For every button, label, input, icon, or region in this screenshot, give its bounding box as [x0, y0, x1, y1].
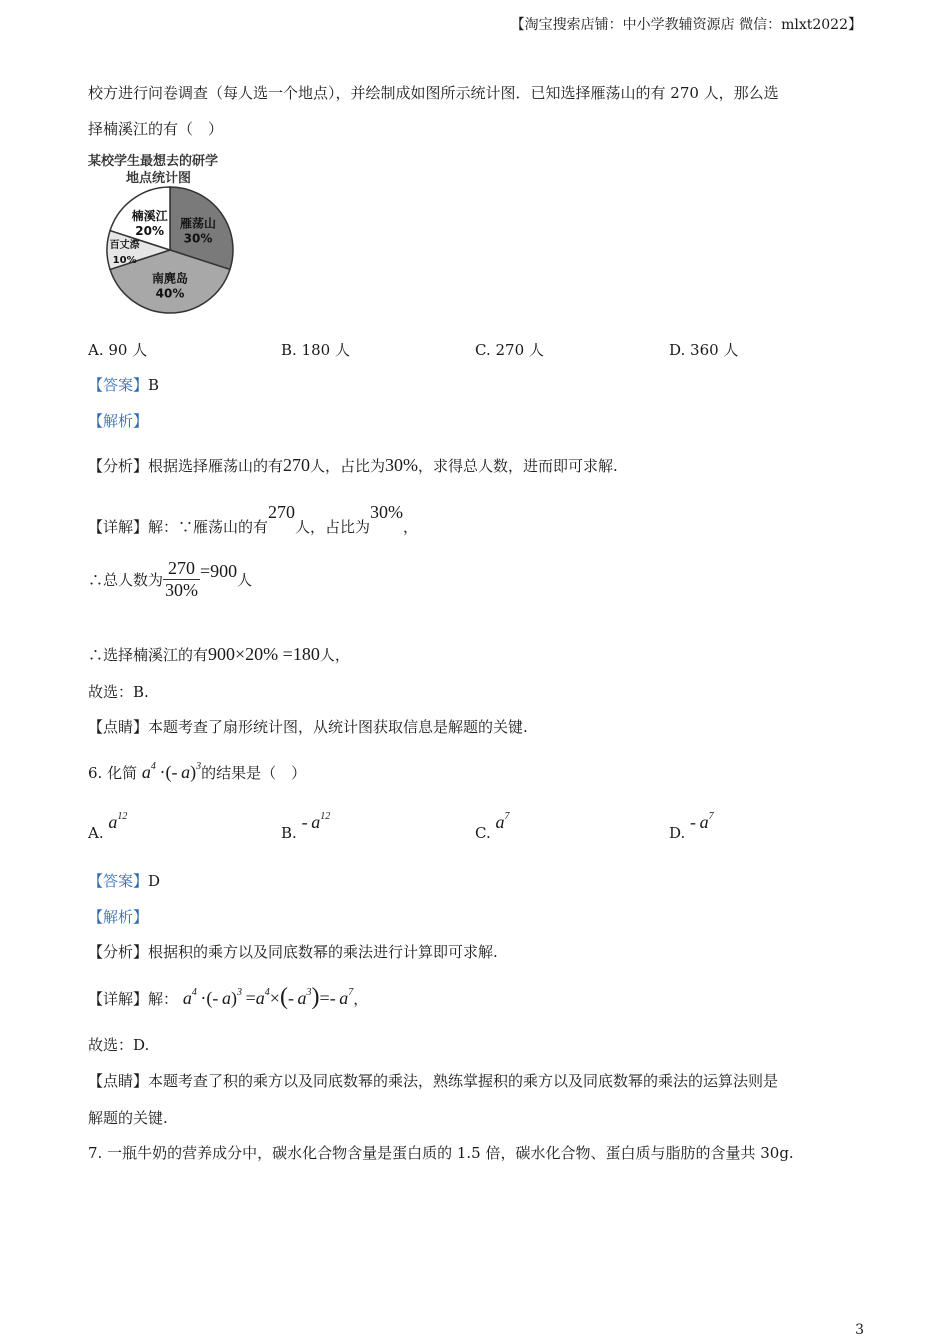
detail-tag: 【详解】 [88, 518, 149, 536]
select-text: ∴选择楠溪江的有 [88, 646, 209, 664]
pie-title-line2: 地点统计图 [126, 171, 192, 186]
q5-option-d: D. 360 人 [669, 341, 739, 359]
option-label: C. [475, 824, 491, 842]
comment-tag: 【点睛】 [88, 718, 149, 736]
fenxi-text: 人，占比为 [310, 457, 386, 475]
fenxi-number: 30% [385, 455, 419, 475]
pie-slice-label: 百丈漈 [109, 240, 140, 251]
q6-stem [88, 762, 306, 783]
pie-slice-label: 雁荡山 [180, 216, 217, 231]
comment-tag: 【点睛】 [88, 1072, 149, 1090]
q6-expression: $a^4$ ·(- a)$^3$ [141, 761, 202, 782]
detail-text: 解：∵雁荡山的有 [148, 518, 269, 536]
q5-choose: 故选：B. [88, 683, 149, 701]
fenxi-text: 根据选择雁荡山的有 [148, 457, 284, 475]
detail-tag: 【详解】 [88, 990, 149, 1008]
q6-option-a [88, 811, 128, 843]
pie-title-line1: 某校学生最想去的研学 [88, 154, 219, 169]
pie-slice-label: 楠溪江 [131, 208, 168, 223]
option-expression: - $a^{12}$ [301, 811, 331, 832]
q6-comment-line2: 解题的关键. [88, 1109, 168, 1127]
total-text: ∴总人数为 [88, 571, 164, 589]
detail-number: 30% [370, 502, 404, 522]
q6-fenxi [88, 941, 498, 962]
fenxi-tag: 【分析】 [88, 943, 149, 961]
answer-tag: 【答案】 [88, 376, 149, 394]
detail-text: 人，占比为 [295, 518, 371, 536]
q6-analysis-tag: 【解析】 [88, 908, 149, 926]
q6-answer-line [88, 870, 160, 891]
q5-select-line [88, 644, 350, 665]
answer-value: D [148, 872, 161, 890]
q5-comment [88, 716, 528, 737]
fraction [163, 558, 200, 601]
q6-choose: 故选：D. [88, 1036, 150, 1054]
option-expression: - $a^7$ [690, 811, 714, 832]
answer-value: B [148, 376, 160, 394]
detail-text: ， [403, 518, 419, 536]
fraction-numerator: 270 [163, 558, 200, 580]
fenxi-text: 根据积的乘方以及同底数幂的乘法进行计算即可求解. [148, 943, 498, 961]
q5-stem-line1: 校方进行问卷调查（每人选一个地点），并绘制成如图所示统计图．已知选择雁荡山的有 270 人，那么选 [88, 84, 779, 102]
option-expression: $a^7$ [495, 811, 510, 832]
q5-option-c: C. 270 人 [475, 341, 544, 359]
page-header: 【淘宝搜索店铺：中小学教辅资源店 微信：mlxt2022】 [510, 17, 862, 33]
pie-chart-figure [88, 150, 248, 320]
option-label: D. [669, 824, 686, 842]
q6-stem-text: 的结果是（ ） [201, 764, 307, 782]
pie-chart [88, 184, 248, 319]
option-expression: $a^{12}$ [108, 811, 128, 832]
q7-stem-line1: 7. 一瓶牛奶的营养成分中，碳水化合物含量是蛋白质的 1.5 倍，碳水化合物、蛋白质与脂肪的含量共 30g. [88, 1144, 794, 1162]
q5-fenxi [88, 455, 618, 476]
total-result: =900 [200, 561, 238, 581]
pie-slice-percent: 40% [155, 286, 185, 301]
q5-stem-line2: 择楠溪江的有（ ） [88, 120, 224, 138]
option-label: A. [88, 824, 104, 842]
fenxi-text: ，求得总人数，进而即可求解. [418, 457, 618, 475]
pie-slice-percent: 30% [183, 231, 213, 246]
total-text: 人 [237, 571, 253, 589]
pie-slice-percent: 20% [135, 223, 165, 238]
fenxi-number: 270 [283, 455, 311, 475]
page-number: 3 [855, 1322, 864, 1338]
answer-tag: 【答案】 [88, 872, 149, 890]
q6-stem-text: 6. 化简 [88, 764, 138, 782]
detail-expression: $a^4$ ·(- $a)^3 =a^4\times(-$ $a^3)=-$ $a^7$ [182, 984, 354, 1010]
fenxi-tag: 【分析】 [88, 457, 149, 475]
detail-text: 解： [148, 990, 179, 1008]
q5-total-line [88, 558, 252, 601]
q5-answer-line [88, 374, 159, 395]
q5-option-a: A. 90 人 [88, 341, 148, 359]
detail-text: ， [353, 990, 369, 1008]
detail-number: 270 [268, 502, 296, 522]
option-label: B. [281, 824, 297, 842]
q6-option-c [475, 811, 510, 843]
q6-option-b [281, 811, 331, 843]
comment-text: 本题考查了积的乘方以及同底数幂的乘法，熟练掌握积的乘方以及同底数幂的乘法的运算法则是 [148, 1072, 779, 1090]
fraction-denominator: 30% [165, 580, 199, 600]
q6-comment-line1 [88, 1070, 778, 1091]
comment-text: 本题考查了扇形统计图，从统计图获取信息是解题的关键. [148, 718, 528, 736]
select-text: 人， [319, 646, 350, 664]
pie-slice-percent: 10% [112, 255, 137, 266]
q6-detail [88, 984, 368, 1011]
q5-option-b: B. 180 人 [281, 341, 350, 359]
q5-analysis-tag: 【解析】 [88, 412, 149, 430]
q6-option-d [669, 811, 714, 843]
q5-detail [88, 502, 419, 537]
select-expression: 900×20% =180 [208, 644, 320, 664]
pie-slice-label: 南麂岛 [151, 271, 189, 286]
